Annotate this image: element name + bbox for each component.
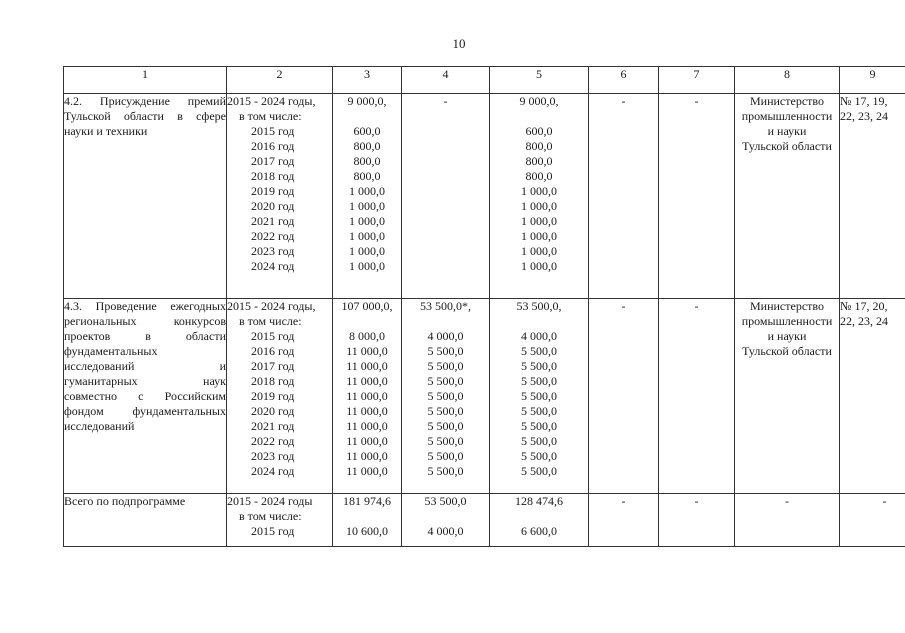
col3-value: 11 000,0: [346, 404, 388, 418]
col5-cell: [490, 299, 589, 494]
period-sub: в том числе:: [239, 314, 302, 328]
executor-cell: [735, 299, 840, 494]
header-cell: 5: [490, 67, 589, 94]
header-cell: 4: [402, 67, 490, 94]
measure-name-line: 4.3. Проведение ежегодных: [64, 299, 226, 313]
measure-name-cell: [64, 299, 227, 494]
page-number: 10: [452, 36, 466, 51]
period-cell: [227, 94, 333, 299]
period-sub: в том числе:: [239, 109, 302, 123]
col3-cell: [333, 494, 402, 547]
measure-name-cell: [64, 94, 227, 299]
reference-cell: [840, 94, 905, 299]
measure-name-cell: [64, 494, 227, 547]
col3-value: 11 000,0: [346, 434, 388, 448]
col4-value: 4 000,0: [427, 524, 464, 538]
col3-value: 800,0: [353, 154, 381, 168]
measure-name-line: фундаментальных: [64, 344, 158, 358]
year-label: 2019 год: [251, 389, 295, 403]
col5-value: 800,0: [525, 169, 553, 183]
col4-cell: [402, 494, 490, 547]
measure-name-line: совместно с Российским: [64, 389, 226, 403]
executor-cell: [735, 94, 840, 299]
col3-total: 107 000,0,: [341, 299, 393, 313]
col3-value: 11 000,0: [346, 344, 388, 358]
col5-total: 9 000,0,: [519, 94, 559, 108]
col5-value: 1 000,0: [521, 229, 557, 243]
measure-name-line: исследований и: [64, 359, 226, 373]
executor-line: Министерство: [750, 299, 824, 313]
year-label: 2024 год: [251, 259, 295, 273]
col5-value: 1 000,0: [521, 199, 557, 213]
col7-cell: -: [659, 494, 735, 547]
measure-name-line: проектов в области: [64, 329, 226, 343]
col4-value: 5 500,0: [427, 359, 464, 373]
reference-line: № 17, 19,: [840, 94, 888, 108]
reference-line: 22, 23, 24: [840, 109, 888, 123]
executor-line: Тульской области: [742, 344, 832, 358]
header-cell: 1: [64, 67, 227, 94]
year-label: 2017 год: [251, 359, 295, 373]
col3-value: 11 000,0: [346, 374, 388, 388]
col3-value: 10 600,0: [346, 524, 388, 538]
year-label: 2018 год: [251, 169, 295, 183]
col4-cell: [402, 299, 490, 494]
measure-name-line: науки и техники: [64, 124, 148, 138]
col5-value: 5 500,0: [521, 359, 557, 373]
measure-name-line: региональных конкурсов: [64, 314, 226, 328]
col3-value: 11 000,0: [346, 419, 388, 433]
measure-name-line: Всего по подпрограмме: [64, 494, 186, 508]
col4-value: 5 500,0: [427, 449, 464, 463]
col4-value: 5 500,0: [427, 374, 464, 388]
col5-value: 600,0: [525, 124, 553, 138]
col5-value: 5 500,0: [521, 404, 557, 418]
reference-cell: [840, 299, 905, 494]
header-cell: 2: [227, 67, 333, 94]
col3-cell: [333, 299, 402, 494]
spacer: [333, 109, 401, 124]
spacer: [333, 314, 401, 329]
reference-line: № 17, 20,: [840, 299, 888, 313]
col4-value: 4 000,0: [427, 329, 464, 343]
col5-total: 128 474,6: [515, 494, 563, 508]
measure-name-line: фондом фундаментальных: [64, 404, 226, 418]
year-label: 2015 год: [251, 124, 295, 138]
col3-total: 181 974,6: [343, 494, 391, 508]
period-head: 2015 - 2024 годы,: [227, 94, 316, 108]
col5-value: 800,0: [525, 139, 553, 153]
reference-cell: -: [840, 494, 905, 547]
col5-value: 5 500,0: [521, 434, 557, 448]
col4-value: 5 500,0: [427, 344, 464, 358]
spacer: [490, 109, 588, 124]
spacer: [490, 509, 588, 524]
col5-value: 1 000,0: [521, 259, 557, 273]
table-row: [64, 299, 905, 494]
table-row: [64, 94, 905, 299]
header-cell: 7: [659, 67, 735, 94]
col4-total: 53 500,0*,: [420, 299, 471, 313]
col4-value: 5 500,0: [427, 464, 464, 478]
reference-line: 22, 23, 24: [840, 314, 888, 328]
col5-value: 1 000,0: [521, 184, 557, 198]
col3-total: 9 000,0,: [347, 94, 387, 108]
col3-value: 11 000,0: [346, 359, 388, 373]
col5-value: 4 000,0: [521, 329, 557, 343]
year-label: 2015 год: [251, 524, 295, 538]
col4-value: 5 500,0: [427, 419, 464, 433]
year-label: 2023 год: [251, 244, 295, 258]
executor-line: промышленности: [741, 314, 833, 328]
col3-value: 1 000,0: [349, 244, 385, 258]
col4-value: 5 500,0: [427, 404, 464, 418]
year-label: 2023 год: [251, 449, 295, 463]
col3-value: 11 000,0: [346, 389, 388, 403]
header-cell: 8: [735, 67, 840, 94]
col3-value: 1 000,0: [349, 184, 385, 198]
col4-total: 53 500,0: [424, 494, 467, 508]
col5-value: 5 500,0: [521, 344, 557, 358]
year-label: 2015 год: [251, 329, 295, 343]
col5-value: 1 000,0: [521, 244, 557, 258]
header-cell: 3: [333, 67, 402, 94]
col3-value: 11 000,0: [346, 449, 388, 463]
executor-line: и науки: [767, 124, 807, 138]
col6-cell: -: [589, 94, 659, 299]
spacer: [333, 509, 401, 524]
col5-value: 800,0: [525, 154, 553, 168]
executor-line: промышленности: [741, 109, 833, 123]
col5-value: 1 000,0: [521, 214, 557, 228]
header-cell: 9: [840, 67, 905, 94]
measure-name-line: 4.2. Присуждение премий: [64, 94, 226, 108]
col3-value: 1 000,0: [349, 214, 385, 228]
col7-cell: -: [659, 299, 735, 494]
col3-value: 1 000,0: [349, 199, 385, 213]
col4-total: -: [443, 94, 448, 108]
measure-name-line: Тульской области в сфере: [64, 109, 226, 123]
year-label: 2017 год: [251, 154, 295, 168]
col3-value: 8 000,0: [349, 329, 385, 343]
col5-total: 53 500,0,: [516, 299, 562, 313]
year-label: 2022 год: [251, 229, 295, 243]
col5-value: 5 500,0: [521, 419, 557, 433]
year-label: 2021 год: [251, 419, 295, 433]
col3-value: 600,0: [353, 124, 381, 138]
col5-value: 5 500,0: [521, 449, 557, 463]
executor-cell: -: [735, 494, 840, 547]
col5-cell: [490, 94, 589, 299]
period-head: 2015 - 2024 годы,: [227, 299, 316, 313]
col5-value: 6 600,0: [521, 524, 557, 538]
col5-value: 5 500,0: [521, 464, 557, 478]
year-label: 2021 год: [251, 214, 295, 228]
header-cell: 6: [589, 67, 659, 94]
period-cell: [227, 299, 333, 494]
year-label: 2024 год: [251, 464, 295, 478]
col3-value: 1 000,0: [349, 259, 385, 273]
spacer: [402, 509, 489, 524]
col4-value: 5 500,0: [427, 389, 464, 403]
year-label: 2020 год: [251, 404, 295, 418]
spacer: [402, 314, 489, 329]
col6-cell: -: [589, 494, 659, 547]
col3-cell: [333, 94, 402, 299]
period-sub: в том числе:: [239, 509, 302, 523]
col6-cell: -: [589, 299, 659, 494]
budget-table: [63, 66, 905, 547]
year-label: 2018 год: [251, 374, 295, 388]
measure-name-line: гуманитарных наук: [64, 374, 226, 388]
col4-value: 5 500,0: [427, 434, 464, 448]
year-label: 2022 год: [251, 434, 295, 448]
col5-value: 5 500,0: [521, 389, 557, 403]
header-row: [64, 67, 905, 94]
col3-value: 800,0: [353, 139, 381, 153]
col5-cell: [490, 494, 589, 547]
year-label: 2016 год: [251, 139, 295, 153]
executor-line: Тульской области: [742, 139, 832, 153]
year-label: 2016 год: [251, 344, 295, 358]
spacer: [490, 314, 588, 329]
col4-cell: [402, 94, 490, 299]
year-label: 2019 год: [251, 184, 295, 198]
col7-cell: -: [659, 94, 735, 299]
measure-name-line: исследований: [64, 419, 135, 433]
executor-line: Министерство: [750, 94, 824, 108]
year-label: 2020 год: [251, 199, 295, 213]
table-row: [64, 494, 905, 547]
col3-value: 11 000,0: [346, 464, 388, 478]
executor-line: и науки: [767, 329, 807, 343]
col3-value: 800,0: [353, 169, 381, 183]
col3-value: 1 000,0: [349, 229, 385, 243]
col5-value: 5 500,0: [521, 374, 557, 388]
period-head: 2015 - 2024 годы: [227, 494, 313, 508]
period-cell: [227, 494, 333, 547]
